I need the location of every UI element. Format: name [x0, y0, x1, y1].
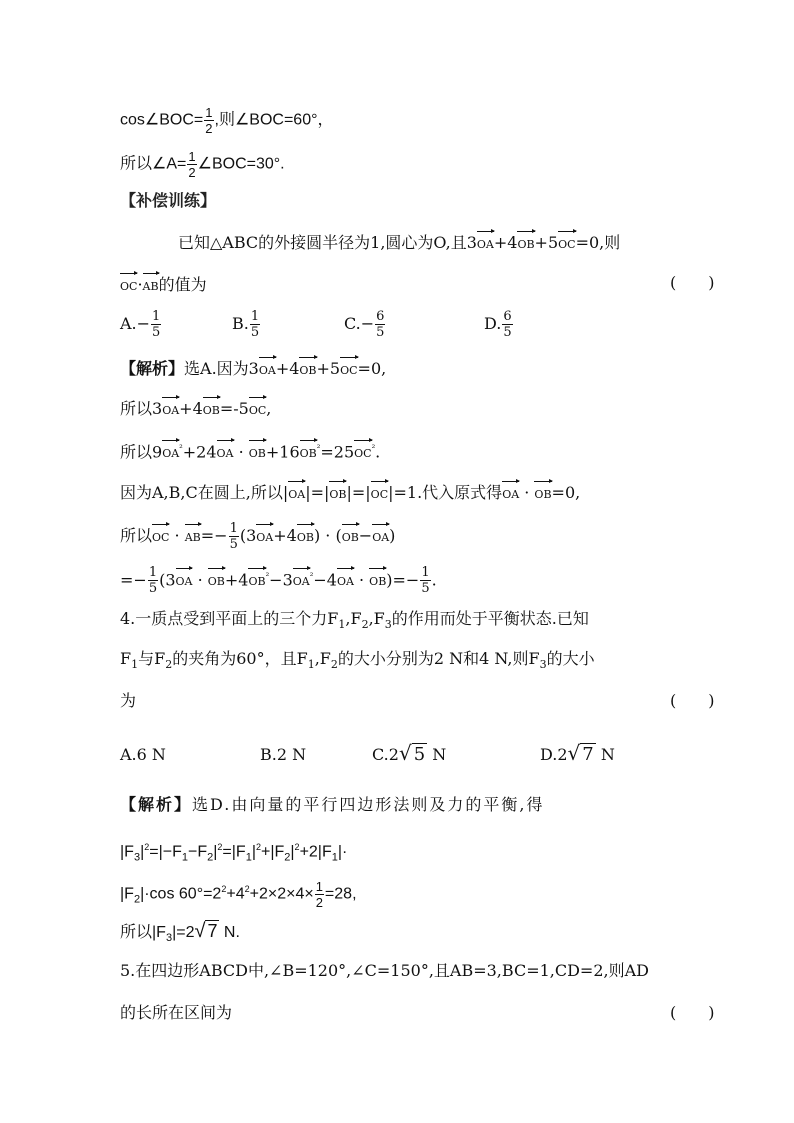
vector-symbol: OC [558, 230, 575, 256]
vector-symbol: OA [288, 480, 305, 506]
text-span: · [169, 526, 185, 545]
fraction-numerator: 6 [503, 309, 512, 324]
question-5: 5.在四边形ABCD中,∠B=120°,∠C=150°,且AB=3,BC=1,CD=2,则AD [120, 961, 649, 980]
text-span: | [140, 843, 145, 861]
subscript: 3 [133, 851, 141, 864]
text-span: ,F [345, 609, 362, 628]
vector-symbol: OB [534, 480, 551, 506]
text-span: C.2 [372, 745, 399, 764]
fraction-numerator: 1 [148, 565, 158, 581]
subscript: 1 [307, 658, 315, 672]
vector-symbol: OA [477, 230, 494, 256]
fraction-denominator: 5 [148, 581, 158, 597]
text-span: D.2 [540, 745, 568, 764]
subscript: 2 [284, 851, 291, 864]
problem-statement [120, 272, 207, 298]
text-span: 的值为 [158, 275, 207, 294]
fraction [420, 566, 430, 595]
fraction-numerator: 1 [188, 149, 196, 164]
text-span: =0, [551, 483, 581, 502]
text-span: D. [484, 314, 502, 333]
text-span: 的夹角为60°，且F [172, 649, 308, 668]
fraction-numerator: 1 [205, 105, 213, 120]
square-root [568, 742, 596, 766]
superscript: 2 [294, 842, 300, 852]
text-span: · [519, 483, 535, 502]
square-root [399, 742, 427, 766]
text-span: +4 [179, 399, 203, 418]
solution-line [120, 836, 347, 869]
text-span: =0, [357, 359, 387, 378]
text-span: |=2 [172, 924, 195, 941]
text-span: − [358, 526, 373, 545]
vector-symbol: OC [120, 272, 137, 298]
text-span: )=− [386, 570, 420, 590]
question-5-cont: 的长所在区间为 [120, 1003, 233, 1022]
text-span: cos∠BOC= [120, 111, 204, 129]
text-span: 选D.由向量的平行四边形法则及力的平衡,得 [192, 795, 545, 814]
option-d [484, 310, 514, 339]
superscript: ² [371, 444, 376, 454]
subscript: 2 [330, 658, 338, 672]
text-span: · [192, 570, 208, 590]
text-span: · [233, 442, 249, 462]
text-span: 4.一质点受到平面上的三个力F [120, 609, 339, 628]
subscript: 3 [539, 658, 547, 672]
text-span: (3 [159, 570, 176, 590]
text-span: |F [120, 885, 134, 903]
text-span: =0,则 [575, 233, 621, 252]
text-span: +16 [265, 442, 300, 462]
text-span: +2×2×4× [249, 885, 314, 903]
superscript: ² [309, 572, 314, 582]
vector-symbol: OC [340, 356, 357, 382]
label-bold: 【解析】 [120, 359, 185, 378]
radicand: 7 [207, 921, 218, 941]
answer-blank: ( ) [670, 691, 715, 710]
subscript: 1 [338, 618, 346, 632]
section-heading: 【补偿训练】 [120, 191, 217, 210]
solution-line [120, 480, 580, 506]
text-span: 所以9 [120, 442, 163, 462]
vector-symbol: OB [297, 523, 314, 549]
vector-symbol: OA [337, 567, 354, 593]
fraction-numerator: 1 [421, 565, 430, 581]
text-span: C.− [344, 314, 375, 333]
text-span: N [427, 745, 447, 764]
text-span: +2|F [299, 843, 332, 861]
vector-symbol: OC [371, 480, 388, 506]
text-span: +|F [260, 843, 285, 861]
fraction [375, 310, 385, 339]
fraction [250, 310, 260, 339]
text-span: 选A.因为3 [184, 359, 259, 378]
text-span: | [213, 843, 218, 861]
text-span: A.− [120, 314, 151, 333]
solution-line [120, 396, 271, 422]
vector-symbol: OB [203, 396, 220, 422]
superscript: 2 [221, 884, 227, 894]
solution-line [120, 438, 380, 465]
solution-line [120, 878, 357, 911]
text-span: ,则∠BOC=60°， [214, 111, 334, 129]
fraction-denominator: 5 [152, 325, 161, 340]
text-span: |=1.代入原式得 [388, 483, 503, 502]
vector-symbol: OC [152, 523, 169, 549]
fraction-denominator: 2 [188, 165, 196, 180]
radicand: 5 [413, 744, 426, 765]
text-span: 所以3 [120, 399, 163, 418]
vector-symbol: OB [342, 523, 359, 549]
text-span: ) · ( [313, 526, 342, 545]
text-span: ,F [314, 649, 331, 668]
text-span: F [120, 649, 132, 668]
option-a: A.6 N [120, 745, 166, 764]
text-span: 的大小分别为2 N和4 N,则F [337, 649, 540, 668]
superscript: ² [316, 444, 321, 454]
radicand: 7 [582, 744, 594, 765]
fraction [502, 310, 512, 339]
fraction-denominator: 5 [503, 325, 512, 340]
text-span: =− [120, 570, 147, 590]
text-span: . [375, 442, 381, 462]
text-span: |· [337, 843, 348, 861]
vector-symbol: OB [249, 439, 266, 465]
text-span: 已知△ABC的外接圆半径为1,圆心为O,且3 [178, 233, 477, 252]
fraction-numerator: 1 [152, 309, 161, 324]
text-span: =|−F [149, 843, 182, 861]
text-span: 所以∠A= [120, 155, 187, 173]
fraction-denominator: 2 [315, 894, 323, 910]
fraction-numerator: 1 [229, 521, 238, 536]
question-4 [120, 608, 589, 636]
text-span: ,F [368, 609, 385, 628]
vector-symbol: OB [299, 356, 316, 382]
superscript: 2 [244, 884, 250, 894]
text-span: +4 [493, 233, 518, 252]
text-span: 所以 [120, 526, 153, 545]
text-span: N. [219, 924, 240, 941]
solution-line [120, 794, 544, 816]
subscript: 2 [361, 618, 369, 632]
text-span: =− [200, 526, 228, 545]
superscript: ² [179, 444, 183, 454]
subscript: 1 [181, 851, 188, 864]
vector-symbol: OA [176, 567, 193, 593]
superscript: ² [265, 572, 270, 582]
text-span: +4 [275, 359, 300, 378]
fraction [204, 106, 213, 135]
text-span: |·cos 60°=2 [140, 885, 222, 903]
vector-symbol: OC [249, 396, 266, 422]
text-span: =|F [222, 843, 246, 861]
text-span: 与F [138, 649, 166, 668]
text-span: +5 [534, 233, 559, 252]
text-span: |=| [305, 483, 330, 502]
text-span: ∠BOC=30°. [197, 155, 285, 173]
text-span: . [431, 570, 437, 590]
vector-symbol: AB [143, 272, 159, 298]
fraction-denominator: 5 [229, 537, 238, 552]
fraction-numerator: 1 [315, 878, 323, 894]
text-span: | [290, 843, 295, 861]
text-span: =-5 [219, 399, 249, 418]
option-b [232, 310, 261, 339]
vector-symbol: OB [300, 439, 317, 465]
text-span: 的大小 [546, 649, 595, 668]
problem-statement [178, 230, 620, 256]
solution-line [120, 920, 240, 949]
text-span: 因为A,B,C在圆上,所以| [120, 483, 289, 502]
fraction-denominator: 2 [205, 121, 213, 136]
option-b: B.2 N [260, 745, 307, 764]
question-4-cont [120, 648, 595, 676]
subscript: 2 [133, 893, 141, 906]
option-c [372, 742, 446, 766]
text-span: N [595, 745, 615, 764]
text-span: =25 [320, 442, 355, 462]
text-span: · [137, 275, 143, 294]
fraction [151, 310, 161, 339]
superscript: 2 [255, 842, 261, 852]
text-span: =28, [324, 885, 357, 903]
vector-symbol: OA [502, 480, 519, 506]
vector-symbol: OA [372, 523, 389, 549]
fraction [229, 522, 239, 551]
answer-blank: ( ) [670, 1003, 715, 1022]
text-span: | [251, 843, 256, 861]
subscript: 3 [384, 618, 392, 632]
text-span: |F [120, 843, 134, 861]
option-d [540, 742, 615, 766]
text-span: 的作用而处于平衡状态.已知 [391, 609, 589, 628]
fraction-denominator: 5 [376, 325, 385, 340]
vector-symbol: OB [517, 230, 534, 256]
fraction [187, 150, 196, 179]
subscript: 1 [331, 851, 338, 864]
square-root [194, 920, 219, 944]
subscript: 3 [165, 932, 173, 945]
text-span: −3 [269, 570, 293, 590]
text-span: 所以|F [120, 924, 166, 941]
vector-symbol: OB [208, 567, 225, 593]
vector-symbol: OC [354, 439, 371, 465]
option-a [120, 310, 162, 339]
text-span: ) [389, 526, 396, 545]
fraction [148, 566, 158, 595]
text-span: −4 [313, 570, 337, 590]
subscript: 2 [207, 851, 214, 864]
vector-symbol: OA [256, 523, 273, 549]
radical-sign: √ [398, 741, 412, 765]
text-span: −F [187, 843, 208, 861]
vector-symbol: AB [185, 523, 201, 549]
solution-line [120, 356, 386, 382]
text-span: +24 [182, 442, 217, 462]
vector-symbol: OA [162, 396, 179, 422]
text-span: +4 [226, 885, 245, 903]
fraction-denominator: 5 [250, 325, 260, 340]
fraction-denominator: 5 [421, 581, 430, 597]
vector-symbol: OA [259, 356, 276, 382]
superscript: 2 [144, 842, 150, 852]
fraction-numerator: 1 [250, 309, 260, 324]
vector-symbol: OB [329, 480, 346, 506]
text-span: +5 [316, 359, 341, 378]
text-span: B. [232, 314, 249, 333]
vector-symbol: OB [248, 567, 265, 593]
vector-symbol: OA [162, 439, 179, 465]
text-span: |=| [346, 483, 371, 502]
text-span: , [266, 399, 272, 418]
text-span: · [353, 570, 370, 590]
text-span: +4 [224, 570, 249, 590]
vector-symbol: OB [369, 567, 386, 593]
superscript: 2 [217, 842, 223, 852]
answer-blank: ( ) [670, 273, 715, 292]
solution-line [120, 566, 437, 595]
vector-symbol: OA [217, 439, 234, 465]
option-c [344, 310, 386, 339]
fraction [315, 880, 324, 909]
subscript: 2 [165, 658, 173, 672]
label-bold: 【解析】 [120, 795, 193, 814]
subscript: 1 [131, 658, 139, 672]
text-span: (3 [239, 526, 257, 545]
fraction-numerator: 6 [376, 309, 385, 324]
solution-line [120, 522, 395, 551]
vector-symbol: OA [293, 567, 310, 593]
radical-sign: √ [567, 741, 581, 765]
question-4-cont: 为 [120, 691, 137, 710]
text-line [120, 106, 334, 135]
subscript: 1 [245, 851, 252, 864]
text-line [120, 150, 285, 179]
radical-sign: √ [194, 920, 206, 942]
text-span: +4 [273, 526, 297, 545]
